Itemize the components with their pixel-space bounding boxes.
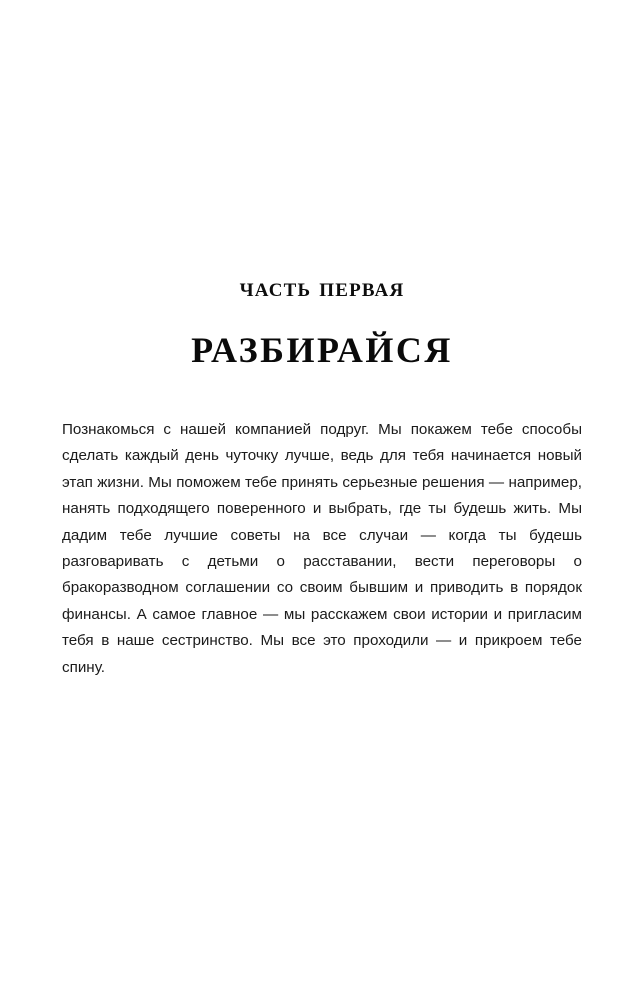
intro-paragraph: Познакомься с нашей компанией подруг. Мы покажем тебе способы сделать каждый день чуточку лучше, ведь для тебя начинается новый этап жизни. Мы поможем тебе принять серьезные решения — например, нанять подходящего поверенного и выбрать, где ты будешь жить. Мы дадим тебе лучшие советы на все случаи — когда ты будешь разговаривать с детьми о расставании, вести переговоры о бракоразводном соглашении со своим бывшим и приводить в порядок финансы. А самое главное — мы расскажем свои истории и пригласим тебя в наше сестринство. Мы все это проходили — и прикроем тебе спину. [62, 421, 582, 676]
part-label: часть первая [239, 272, 405, 302]
part-title: РАЗБИРАЙСЯ [191, 330, 453, 370]
page-content [62, 0, 582, 696]
